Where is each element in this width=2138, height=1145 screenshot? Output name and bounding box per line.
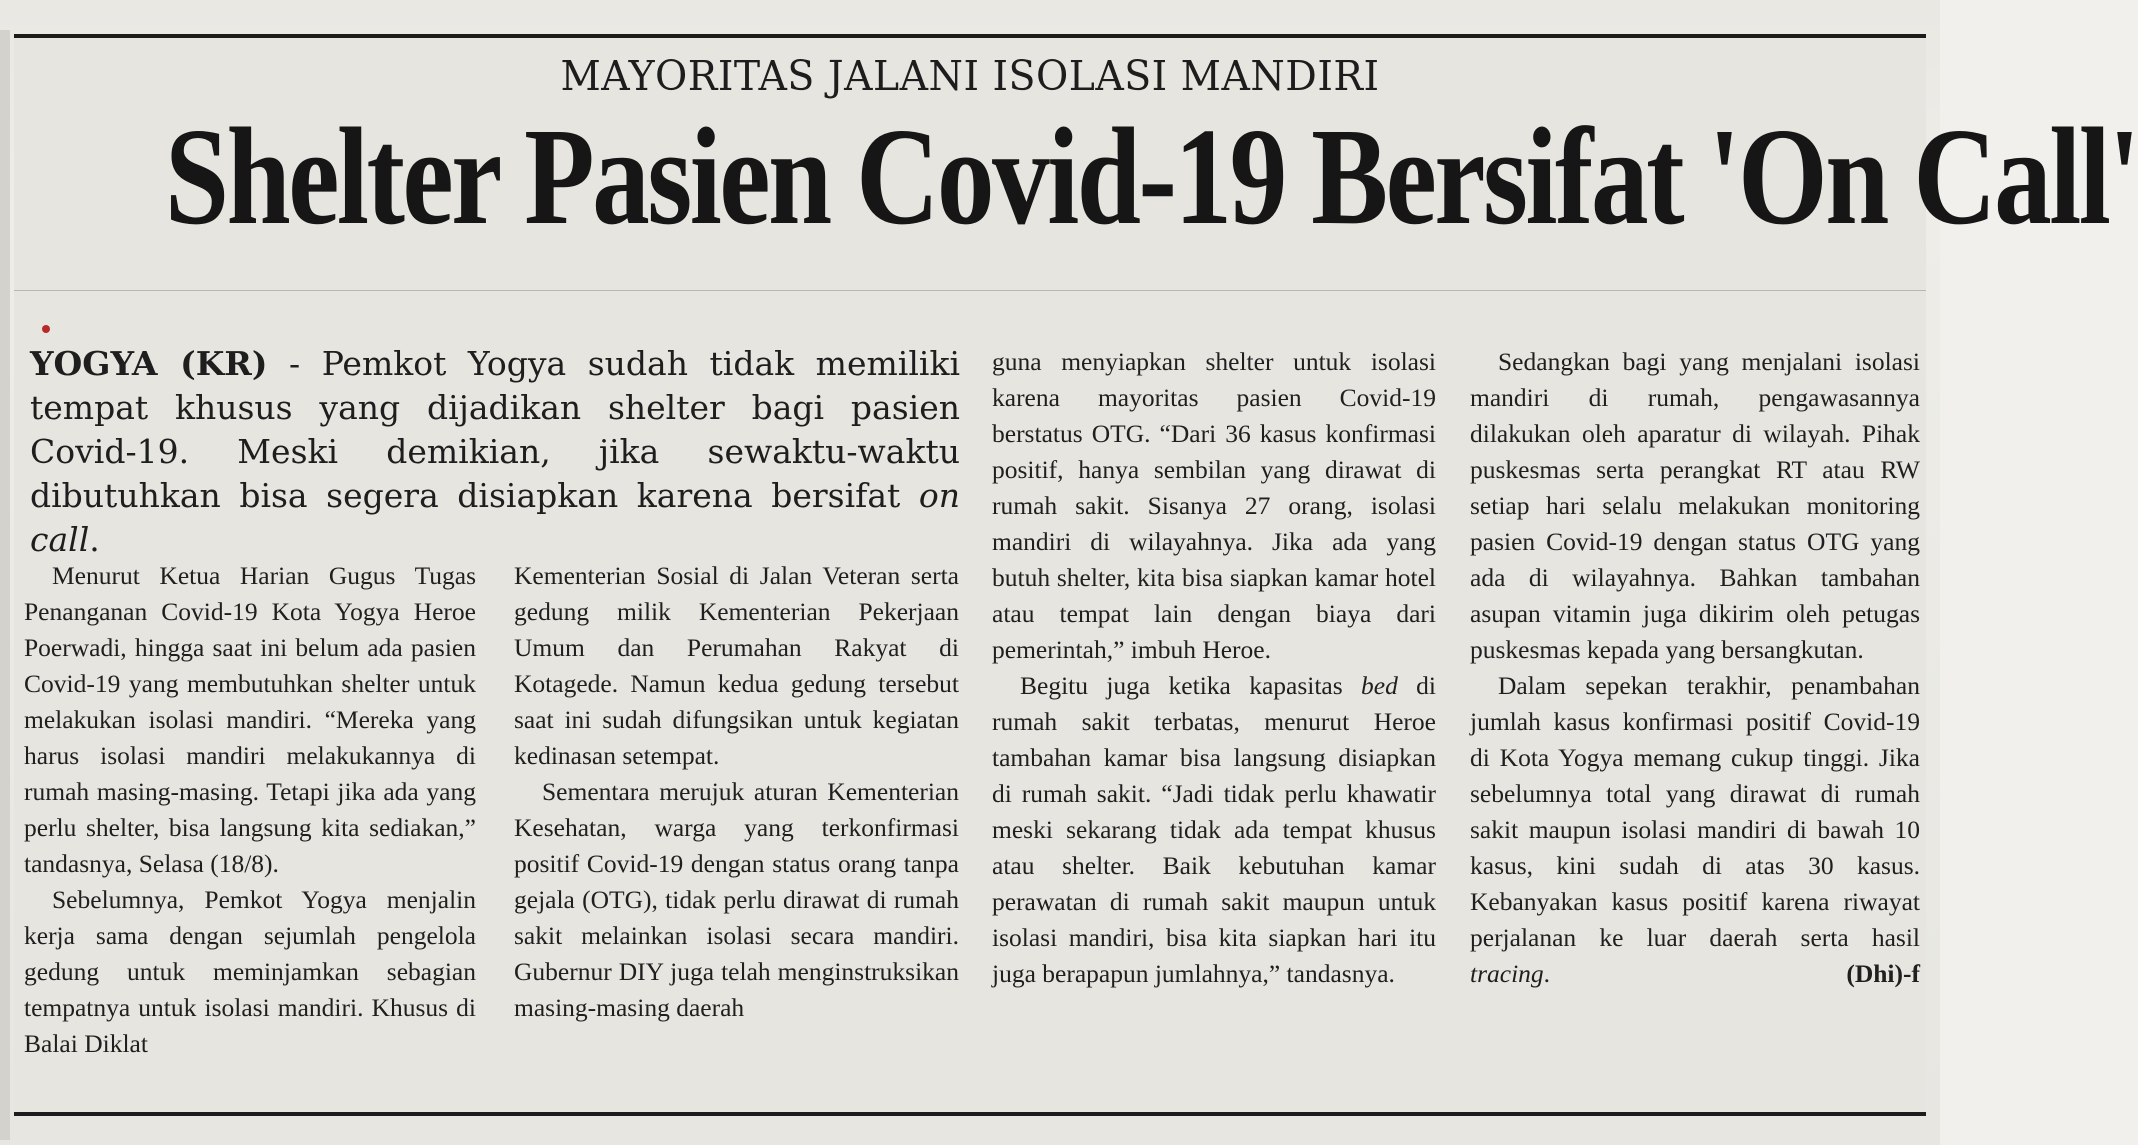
article-kicker: MAYORITAS JALANI ISOLASI MANDIRI	[560, 52, 1380, 100]
col4-p2-end: .	[1543, 959, 1551, 988]
lead-text: - Pemkot Yogya sudah tidak memiliki tempat khusus yang dijadikan shelter bagi pasien Covid-19. Meski demikian, jika sewaktu-waktu dibutuhkan bisa segera disiapkan karena bersifat	[30, 344, 961, 515]
article-headline: Shelter Pasien Covid-19 Bersifat 'On Call'	[164, 100, 2138, 254]
col4-paragraph-2	[1470, 668, 1920, 992]
headline-divider	[14, 290, 1926, 291]
col3-p2-rest: di rumah sakit terbatas, menurut Heroe tambahan kamar bisa langsung disiapkan di rumah sakit. “Jadi tidak perlu khawatir meski sekarang tidak ada tempat khusus atau shelter. Baik kebutuhan kamar perawatan di rumah sakit maupun untuk isolasi mandiri, bisa kita siapkan hari itu juga berapapun jumlahnya,” tandasnya.	[992, 671, 1436, 988]
column-2	[514, 558, 959, 1026]
page-edge	[0, 30, 10, 1140]
dateline: YOGYA (KR)	[30, 344, 268, 383]
col1-paragraph-1: Menurut Ketua Harian Gugus Tugas Penanganan Covid-19 Kota Yogya Heroe Poerwadi, hingga saat ini belum ada pasien Covid-19 yang membutuhkan shelter untuk melakukan isolasi mandiri. “Mereka yang harus isolasi mandiri melakukannya di rumah masing-masing. Tetapi jika ada yang perlu shelter, bisa langsung kita sediakan,” tandasnya, Selasa (18/8).	[24, 561, 476, 878]
col4-p2-text: Dalam sepekan terakhir, penambahan jumlah kasus konfirmasi positif Covid-19 di Kota Yogya memang cukup tinggi. Jika sebelumnya total yang dirawat di rumah sakit maupun isolasi mandiri di bawah 10 kasus, kini sudah di atas 30 kasus. Kebanyakan kasus positif karena riwayat perjalanan ke luar daerah serta hasil	[1470, 671, 1920, 952]
col1-paragraph-2: Sebelumnya, Pemkot Yogya menjalin kerja sama dengan sejumlah pengelola gedung untuk meminjamkan sebagian tempatnya untuk isolasi mandiri. Khusus di Balai Diklat	[24, 885, 476, 1058]
article-lead	[30, 342, 960, 562]
lead-end: .	[89, 520, 100, 559]
ink-dot	[42, 325, 50, 333]
col2-paragraph-1: Kementerian Sosial di Jalan Veteran serta gedung milik Kementerian Pekerjaan Umum dan Perumahan Rakyat di Kotagede. Namun kedua gedung tersebut saat ini sudah difungsikan untuk kegiatan kedinasan setempat.	[514, 561, 959, 770]
col3-p2-start: Begitu juga ketika kapasitas	[1020, 671, 1361, 700]
col3-p2-italic: bed	[1361, 671, 1398, 700]
column-4	[1470, 344, 1920, 992]
col4-paragraph-1: Sedangkan bagi yang menjalani isolasi mandiri di rumah, pengawasannya dilakukan oleh aparatur di wilayah. Pihak puskesmas serta perangkat RT atau RW setiap hari selalu melakukan monitoring pasien Covid-19 dengan status OTG yang ada di wilayahnya. Bahkan tambahan asupan vitamin juga dikirim oleh petugas puskesmas kepada yang bersangkutan.	[1470, 347, 1920, 664]
col3-paragraph-2	[992, 668, 1436, 992]
col4-p2-italic: tracing	[1470, 959, 1544, 988]
col2-paragraph-2: Sementara merujuk aturan Kementerian Kesehatan, warga yang terkonfirmasi positif Covid-19 dengan status orang tanpa gejala (OTG), tidak perlu dirawat di rumah sakit melainkan isolasi secara mandiri. Gubernur DIY juga telah menginstruksikan masing-masing daerah	[514, 777, 959, 1022]
column-3	[992, 344, 1436, 992]
lead-italic: on call	[30, 476, 960, 559]
author-signoff: (Dhi)-f	[1846, 959, 1920, 988]
column-1	[24, 558, 476, 1062]
col3-paragraph-1: guna menyiapkan shelter untuk isolasi karena mayoritas pasien Covid-19 berstatus OTG. “Dari 36 kasus konfirmasi positif, hanya sembilan yang dirawat di rumah sakit. Sisanya 27 orang, isolasi mandiri di wilayahnya. Jika ada yang butuh shelter, kita bisa siapkan kamar hotel atau tempat lain dengan biaya dari pemerintah,” imbuh Heroe.	[992, 347, 1436, 664]
